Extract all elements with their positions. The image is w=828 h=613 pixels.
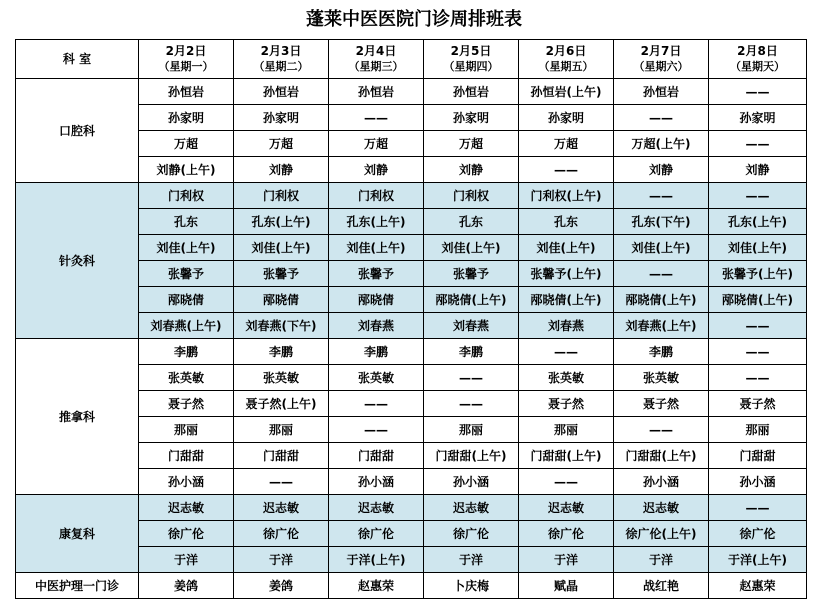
schedule-cell: 聂子然: [614, 391, 709, 417]
department-name: 推拿科: [16, 339, 139, 495]
schedule-cell: 孙小涵: [709, 469, 807, 495]
schedule-cell: ——: [424, 391, 519, 417]
schedule-cell: 徐广伦(上午): [614, 521, 709, 547]
schedule-cell: 邴晓倩(上午): [519, 287, 614, 313]
schedule-cell: 邴晓倩: [234, 287, 329, 313]
schedule-cell: 徐广伦: [709, 521, 807, 547]
schedule-cell: 门甜甜: [139, 443, 234, 469]
schedule-cell: 聂子然(上午): [234, 391, 329, 417]
department-name: 中医护理一门诊: [16, 573, 139, 599]
day-header: [709, 40, 807, 79]
day-header: [139, 40, 234, 79]
schedule-cell: 万超: [234, 131, 329, 157]
schedule-cell: 孙家明: [519, 105, 614, 131]
schedule-cell: ——: [614, 417, 709, 443]
schedule-cell: 于洋: [234, 547, 329, 573]
schedule-cell: 刘静(上午): [139, 157, 234, 183]
schedule-cell: 万超: [329, 131, 424, 157]
department-name: 康复科: [16, 495, 139, 573]
schedule-cell: 于洋(上午): [329, 547, 424, 573]
schedule-cell: 聂子然: [139, 391, 234, 417]
schedule-row: [16, 573, 807, 599]
schedule-cell: 张馨予: [424, 261, 519, 287]
schedule-cell: 于洋: [614, 547, 709, 573]
schedule-cell: 刘佳(上午): [234, 235, 329, 261]
schedule-cell: 李鹏: [234, 339, 329, 365]
schedule-cell: 张馨予: [139, 261, 234, 287]
schedule-cell: 孔东: [424, 209, 519, 235]
day-date: 2月6日: [545, 44, 587, 58]
schedule-cell: ——: [709, 339, 807, 365]
schedule-cell: 李鹏: [139, 339, 234, 365]
schedule-cell: 刘佳(上午): [519, 235, 614, 261]
schedule-cell: 邴晓倩(上午): [709, 287, 807, 313]
schedule-cell: ——: [614, 261, 709, 287]
schedule-cell: ——: [329, 417, 424, 443]
day-weekday: （星期三）: [348, 60, 404, 73]
schedule-cell: 门利权: [139, 183, 234, 209]
schedule-cell: 邴晓倩: [139, 287, 234, 313]
schedule-cell: ——: [519, 469, 614, 495]
schedule-cell: ——: [234, 469, 329, 495]
day-date: 2月3日: [260, 44, 302, 58]
schedule-cell: ——: [614, 105, 709, 131]
schedule-cell: 战红艳: [614, 573, 709, 599]
day-date: 2月5日: [450, 44, 492, 58]
schedule-cell: 于洋: [519, 547, 614, 573]
schedule-cell: 张馨予(上午): [709, 261, 807, 287]
page-title: 蓬莱中医医院门诊周排班表: [306, 9, 522, 30]
day-header: [329, 40, 424, 79]
schedule-cell: 刘春燕: [519, 313, 614, 339]
schedule-cell: 张英敏: [614, 365, 709, 391]
schedule-cell: 徐广伦: [329, 521, 424, 547]
schedule-cell: 孙恒岩: [614, 79, 709, 105]
schedule-cell: 孙小涵: [424, 469, 519, 495]
day-header: [424, 40, 519, 79]
day-date: 2月2日: [165, 44, 207, 58]
schedule-cell: 门利权: [329, 183, 424, 209]
schedule-cell: 徐广伦: [234, 521, 329, 547]
schedule-cell: ——: [709, 495, 807, 521]
schedule-cell: 徐广伦: [139, 521, 234, 547]
schedule-cell: 李鹏: [424, 339, 519, 365]
schedule-cell: 邴晓倩: [329, 287, 424, 313]
schedule-cell: 刘佳(上午): [424, 235, 519, 261]
schedule-cell: 李鹏: [614, 339, 709, 365]
schedule-cell: 姜鸽: [234, 573, 329, 599]
schedule-cell: 刘静: [424, 157, 519, 183]
schedule-cell: 万超: [424, 131, 519, 157]
schedule-cell: 孔东: [519, 209, 614, 235]
schedule-cell: 孙恒岩: [329, 79, 424, 105]
schedule-row: [16, 79, 807, 105]
schedule-cell: ——: [519, 339, 614, 365]
schedule-row: [16, 339, 807, 365]
schedule-cell: 邴晓倩(上午): [424, 287, 519, 313]
schedule-cell: 刘春燕: [424, 313, 519, 339]
department-name: 口腔科: [16, 79, 139, 183]
schedule-cell: 聂子然: [709, 391, 807, 417]
schedule-cell: 孙家明: [424, 105, 519, 131]
day-weekday: （星期六）: [633, 60, 689, 73]
schedule-cell: 孙恒岩: [234, 79, 329, 105]
schedule-cell: 刘佳(上午): [329, 235, 424, 261]
schedule-cell: 万超: [519, 131, 614, 157]
schedule-cell: ——: [424, 365, 519, 391]
schedule-cell: ——: [329, 391, 424, 417]
schedule-cell: 张英敏: [139, 365, 234, 391]
schedule-cell: 刘佳(上午): [139, 235, 234, 261]
schedule-cell: 那丽: [424, 417, 519, 443]
schedule-cell: 孙小涵: [139, 469, 234, 495]
schedule-cell: 门甜甜: [709, 443, 807, 469]
header-row: [16, 40, 807, 79]
schedule-cell: 刘佳(上午): [614, 235, 709, 261]
schedule-cell: 孙家明: [139, 105, 234, 131]
schedule-cell: 那丽: [519, 417, 614, 443]
day-weekday: （星期一）: [158, 60, 214, 73]
day-header: [234, 40, 329, 79]
schedule-cell: 孙小涵: [329, 469, 424, 495]
schedule-cell: 聂子然: [519, 391, 614, 417]
schedule-cell: 迟志敏: [234, 495, 329, 521]
schedule-cell: 门利权: [424, 183, 519, 209]
schedule-row: [16, 495, 807, 521]
schedule-cell: 张馨予: [234, 261, 329, 287]
schedule-cell: 门利权: [234, 183, 329, 209]
schedule-cell: 赵惠荣: [709, 573, 807, 599]
schedule-cell: 门甜甜: [234, 443, 329, 469]
schedule-cell: 刘春燕: [329, 313, 424, 339]
schedule-cell: 那丽: [709, 417, 807, 443]
schedule-cell: 张英敏: [329, 365, 424, 391]
schedule-cell: 门甜甜(上午): [424, 443, 519, 469]
schedule-cell: 卜庆梅: [424, 573, 519, 599]
schedule-cell: 张英敏: [519, 365, 614, 391]
schedule-cell: 迟志敏: [614, 495, 709, 521]
schedule-cell: 孙恒岩(上午): [519, 79, 614, 105]
schedule-table: [15, 39, 807, 599]
schedule-cell: ——: [614, 183, 709, 209]
day-weekday: （星期五）: [538, 60, 594, 73]
schedule-cell: ——: [519, 157, 614, 183]
schedule-cell: 门甜甜(上午): [519, 443, 614, 469]
schedule-cell: 刘春燕(下午): [234, 313, 329, 339]
schedule-cell: 于洋: [424, 547, 519, 573]
schedule-cell: ——: [329, 105, 424, 131]
schedule-cell: 孙家明: [234, 105, 329, 131]
schedule-cell: 张馨予: [329, 261, 424, 287]
schedule-cell: 徐广伦: [424, 521, 519, 547]
schedule-cell: 万超: [139, 131, 234, 157]
schedule-cell: 门利权(上午): [519, 183, 614, 209]
day-weekday: （星期天）: [730, 60, 785, 73]
schedule-cell: 孔东(上午): [709, 209, 807, 235]
schedule-cell: 那丽: [234, 417, 329, 443]
schedule-cell: 赋晶: [519, 573, 614, 599]
schedule-cell: 迟志敏: [519, 495, 614, 521]
schedule-cell: 孙家明: [709, 105, 807, 131]
schedule-cell: 刘静: [709, 157, 807, 183]
schedule-cell: 刘静: [614, 157, 709, 183]
schedule-cell: 姜鸽: [139, 573, 234, 599]
day-weekday: （星期四）: [443, 60, 499, 73]
day-header: [519, 40, 614, 79]
day-date: 2月7日: [640, 44, 682, 58]
day-date: 2月8日: [737, 44, 778, 58]
schedule-cell: 孔东(上午): [234, 209, 329, 235]
schedule-cell: ——: [709, 313, 807, 339]
schedule-cell: 孙小涵: [614, 469, 709, 495]
schedule-cell: 万超(上午): [614, 131, 709, 157]
schedule-cell: 孔东(上午): [329, 209, 424, 235]
schedule-cell: 徐广伦: [519, 521, 614, 547]
schedule-cell: 迟志敏: [139, 495, 234, 521]
schedule-cell: 孔东(下午): [614, 209, 709, 235]
schedule-cell: 于洋: [139, 547, 234, 573]
schedule-cell: 迟志敏: [329, 495, 424, 521]
day-header: [614, 40, 709, 79]
day-weekday: （星期二）: [253, 60, 309, 73]
day-date: 2月4日: [355, 44, 397, 58]
schedule-cell: 刘春燕(上午): [614, 313, 709, 339]
schedule-cell: ——: [709, 365, 807, 391]
schedule-cell: 迟志敏: [424, 495, 519, 521]
schedule-cell: 邴晓倩(上午): [614, 287, 709, 313]
schedule-cell: 刘静: [234, 157, 329, 183]
schedule-cell: 门甜甜: [329, 443, 424, 469]
schedule-cell: ——: [709, 183, 807, 209]
schedule-cell: 孙恒岩: [139, 79, 234, 105]
schedule-cell: 李鹏: [329, 339, 424, 365]
schedule-cell: 张英敏: [234, 365, 329, 391]
schedule-cell: 于洋(上午): [709, 547, 807, 573]
schedule-cell: 孙恒岩: [424, 79, 519, 105]
schedule-cell: 门甜甜(上午): [614, 443, 709, 469]
schedule-cell: 刘静: [329, 157, 424, 183]
dept-column-header: 科 室: [16, 40, 139, 79]
schedule-cell: 刘春燕(上午): [139, 313, 234, 339]
schedule-cell: 张馨予(上午): [519, 261, 614, 287]
schedule-row: [16, 183, 807, 209]
schedule-cell: ——: [709, 131, 807, 157]
schedule-cell: 刘佳(上午): [709, 235, 807, 261]
schedule-cell: 孔东: [139, 209, 234, 235]
schedule-cell: 那丽: [139, 417, 234, 443]
department-name: 针灸科: [16, 183, 139, 339]
schedule-cell: 赵惠荣: [329, 573, 424, 599]
schedule-cell: ——: [709, 79, 807, 105]
